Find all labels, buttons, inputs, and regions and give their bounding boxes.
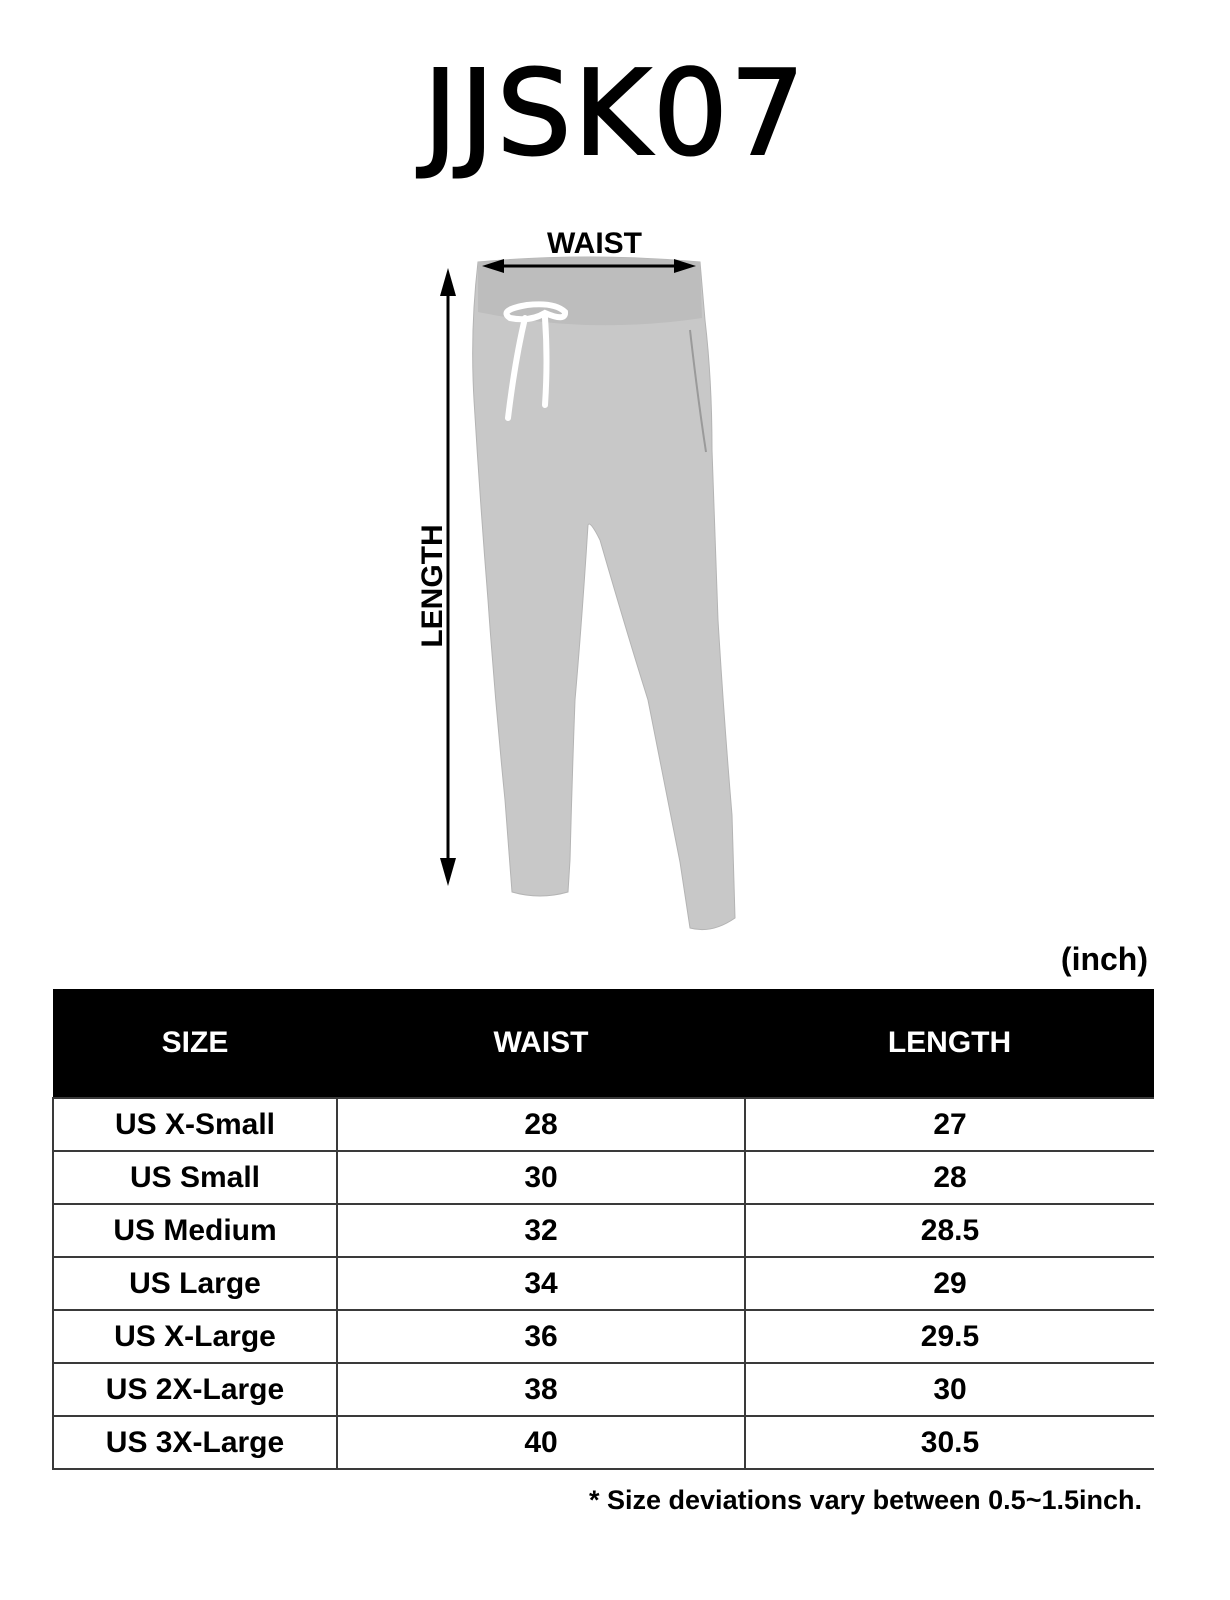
length-cell: 30.5 (745, 1416, 1154, 1469)
length-cell: 30 (745, 1363, 1154, 1416)
header-size: SIZE (53, 989, 337, 1098)
waist-label: WAIST (547, 227, 642, 260)
waist-cell: 28 (337, 1098, 745, 1151)
length-cell: 28 (745, 1151, 1154, 1204)
table-header-row (53, 989, 1154, 1098)
pants-illustration (400, 225, 760, 945)
waist-cell: 34 (337, 1257, 745, 1310)
size-chart-table (52, 989, 1154, 1470)
header-length: LENGTH (745, 989, 1154, 1098)
waist-cell: 38 (337, 1363, 745, 1416)
size-cell: US Small (53, 1151, 337, 1204)
header-waist: WAIST (337, 989, 745, 1098)
pants-measurement-diagram (400, 225, 760, 945)
unit-label: (inch) (1060, 941, 1148, 977)
length-cell: 29 (745, 1257, 1154, 1310)
length-label: LENGTH (416, 524, 449, 648)
size-deviation-note: * Size deviations vary between 0.5~1.5inch. (589, 1485, 1142, 1515)
size-cell: US 2X-Large (53, 1363, 337, 1416)
length-cell: 29.5 (745, 1310, 1154, 1363)
table-row (53, 1257, 1154, 1310)
product-code-title: JJSK07 (422, 44, 808, 182)
table-row (53, 1363, 1154, 1416)
length-cell: 27 (745, 1098, 1154, 1151)
table-row (53, 1151, 1154, 1204)
waist-cell: 32 (337, 1204, 745, 1257)
size-cell: US 3X-Large (53, 1416, 337, 1469)
table-row (53, 1310, 1154, 1363)
size-cell: US X-Small (53, 1098, 337, 1151)
size-cell: US Large (53, 1257, 337, 1310)
table-row (53, 1204, 1154, 1257)
table-row (53, 1416, 1154, 1469)
length-arrow-top-head (440, 268, 456, 296)
waist-cell: 36 (337, 1310, 745, 1363)
size-cell: US X-Large (53, 1310, 337, 1363)
table-row (53, 1098, 1154, 1151)
size-cell: US Medium (53, 1204, 337, 1257)
waist-cell: 30 (337, 1151, 745, 1204)
waist-cell: 40 (337, 1416, 745, 1469)
length-arrow-bottom-head (440, 858, 456, 886)
length-cell: 28.5 (745, 1204, 1154, 1257)
pants-shape (473, 257, 735, 930)
